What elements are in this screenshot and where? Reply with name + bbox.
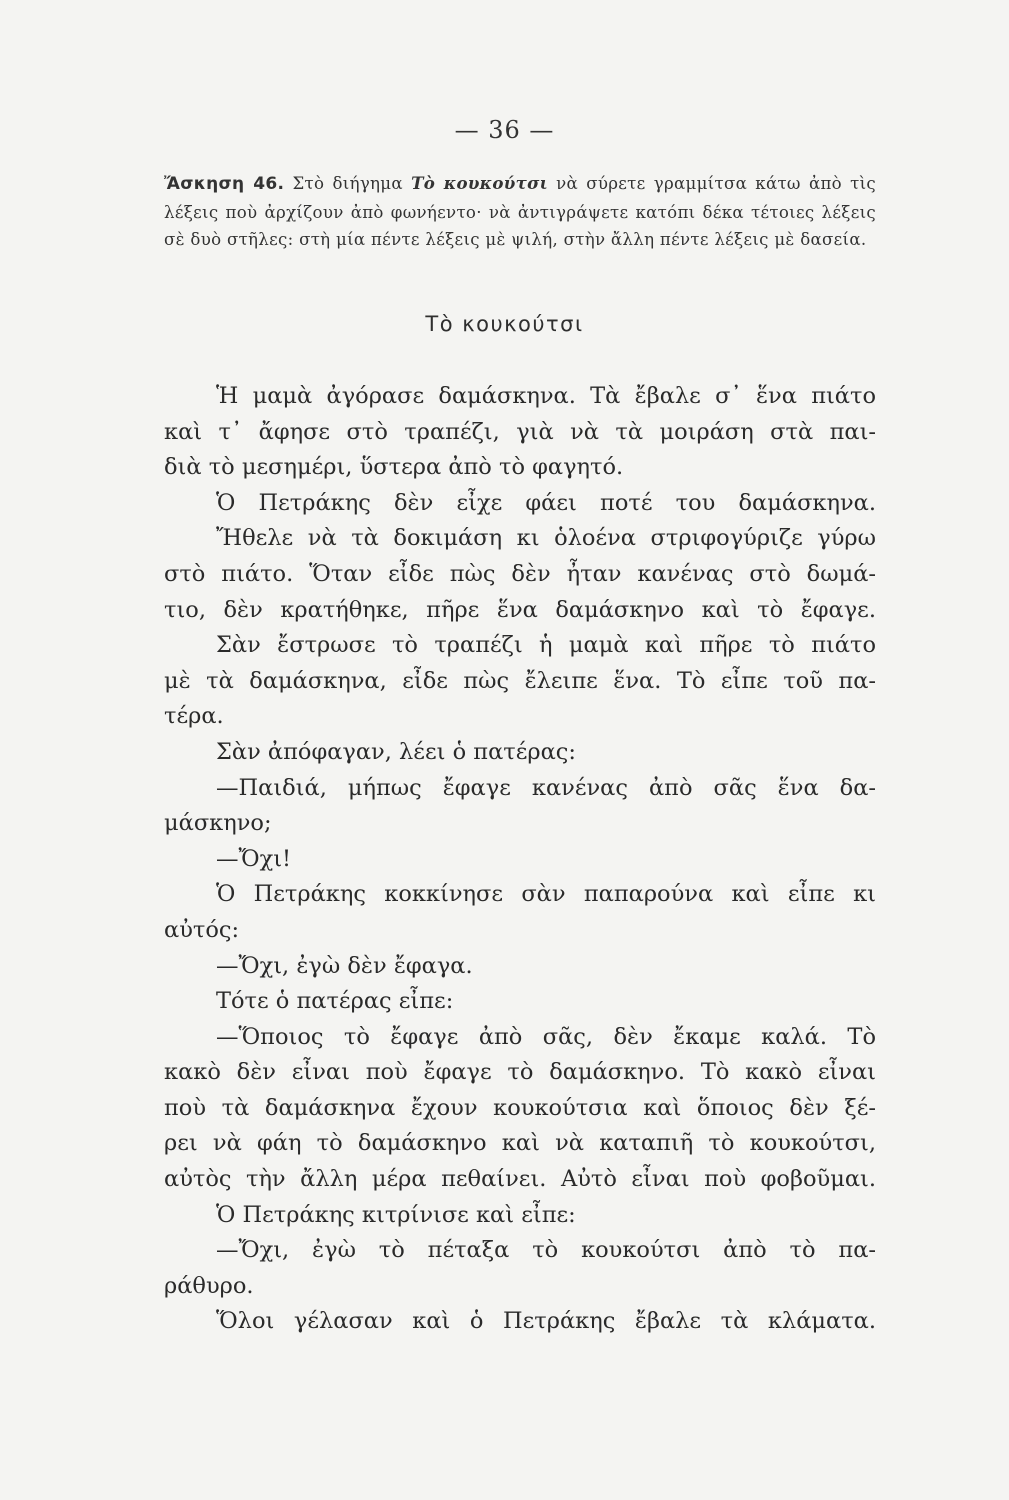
story-line: ράθυρο. <box>164 1272 254 1299</box>
story-line: αὐτός: <box>164 916 240 943</box>
story-line: μάσκηνο; <box>164 810 272 837</box>
story-title: Τὸ κουκούτσι <box>425 312 584 336</box>
story-line: Σὰν ἔστρωσε τὸ τραπέζι ἡ μαμὰ καὶ πῆρε τὸ πιάτο <box>216 632 876 659</box>
story-line: τιο, δὲν κρατήθηκε, πῆρε ἕνα δαμάσκηνο καὶ τὸ ἔφαγε. <box>164 596 876 623</box>
story-line: Τότε ὁ πατέρας εἶπε: <box>216 988 454 1015</box>
story-line: ρει νὰ φάη τὸ δαμάσκηνο καὶ νὰ καταπιῆ τὸ κουκούτσι, <box>164 1130 876 1157</box>
story-line: —Ὄχι, ἐγὼ τὸ πέταξα τὸ κουκούτσι ἀπὸ τὸ πα- <box>216 1237 876 1264</box>
story-line: —Παιδιά, μήπως ἔφαγε κανένας ἀπὸ σᾶς ἕνα δα- <box>216 774 876 801</box>
story-line: Ὅλοι γέλασαν καὶ ὁ Πετράκης ἔβαλε τὰ κλάματα. <box>216 1308 876 1335</box>
story-line: διὰ τὸ μεσημέρι, ὕστερα ἀπὸ τὸ φαγητό. <box>164 454 624 481</box>
story-line: κακὸ δὲν εἶναι ποὺ ἔφαγε τὸ δαμάσκηνο. Τὸ κακὸ εἶναι <box>164 1059 876 1086</box>
story-line: Ὁ Πετράκης κοκκίνησε σὰν παπαρούνα καὶ εἶπε κι <box>216 881 876 908</box>
story-line: μὲ τὰ δαμάσκηνα, εἶδε πὼς ἔλειπε ἕνα. Τὸ εἶπε τοῦ πα- <box>164 667 876 694</box>
exercise-paragraph <box>164 170 876 254</box>
story-line: αὐτὸς τὴν ἄλλη μέρα πεθαίνει. Αὐτὸ εἶναι ποὺ φοβοῦμαι. <box>164 1166 876 1193</box>
exercise-story-reference: Τὸ κουκούτσι <box>411 173 548 193</box>
story-body <box>164 379 876 1340</box>
story-line: —Ὄχι, ἐγὼ δὲν ἔφαγα. <box>216 952 473 979</box>
story-line: τέρα. <box>164 703 224 730</box>
story-line: Σὰν ἀπόφαγαν, λέει ὁ πατέρας: <box>216 738 576 765</box>
exercise-text-after: νὰ σύρετε γραμμίτσα κάτω ἀπὸ τὶς λέξεις ποὺ ἀρχίζουν ἀπὸ φωνήεντο· νὰ ἀντιγράψετε κατόπι δέκα τέτοιες λέξεις σὲ δυὸ στῆλες: στὴ μία πέντε λέξεις μὲ ψιλή, στὴν ἄλλη πέντε λέξεις μὲ δασεία. <box>164 174 877 250</box>
story-line: —Ὄχι! <box>216 845 292 872</box>
exercise-text-before: Στὸ διήγημα <box>292 174 403 193</box>
story-line: Ἤθελε νὰ τὰ δοκιμάση κι ὁλοένα στριφογύριζε γύρω <box>216 525 876 552</box>
story-line: Ὁ Πετράκης δὲν εἶχε φάει ποτέ του δαμάσκηνα. <box>216 489 876 516</box>
story-line: Ἡ μαμὰ ἀγόρασε δαμάσκηνα. Τὰ ἔβαλε σ᾽ ἕνα πιάτο <box>216 383 876 409</box>
story-line: στὸ πιάτο. Ὅταν εἶδε πὼς δὲν ἦταν κανένας στὸ δωμά- <box>164 560 876 587</box>
story-line: Ὁ Πετράκης κιτρίνισε καὶ εἶπε: <box>216 1201 576 1228</box>
page-number: — 36 — <box>454 116 555 144</box>
story-line: ποὺ τὰ δαμάσκηνα ἔχουν κουκούτσια καὶ ὅποιος δὲν ξέ- <box>164 1094 876 1121</box>
story-line: —Ὅποιος τὸ ἔφαγε ἀπὸ σᾶς, δὲν ἔκαμε καλά. Τὸ <box>216 1023 876 1050</box>
exercise-label: Ἄσκηση 46. <box>164 174 285 194</box>
story-line: καὶ τ᾽ ἄφησε στὸ τραπέζι, γιὰ νὰ τὰ μοιράση στὰ παι- <box>164 418 876 445</box>
